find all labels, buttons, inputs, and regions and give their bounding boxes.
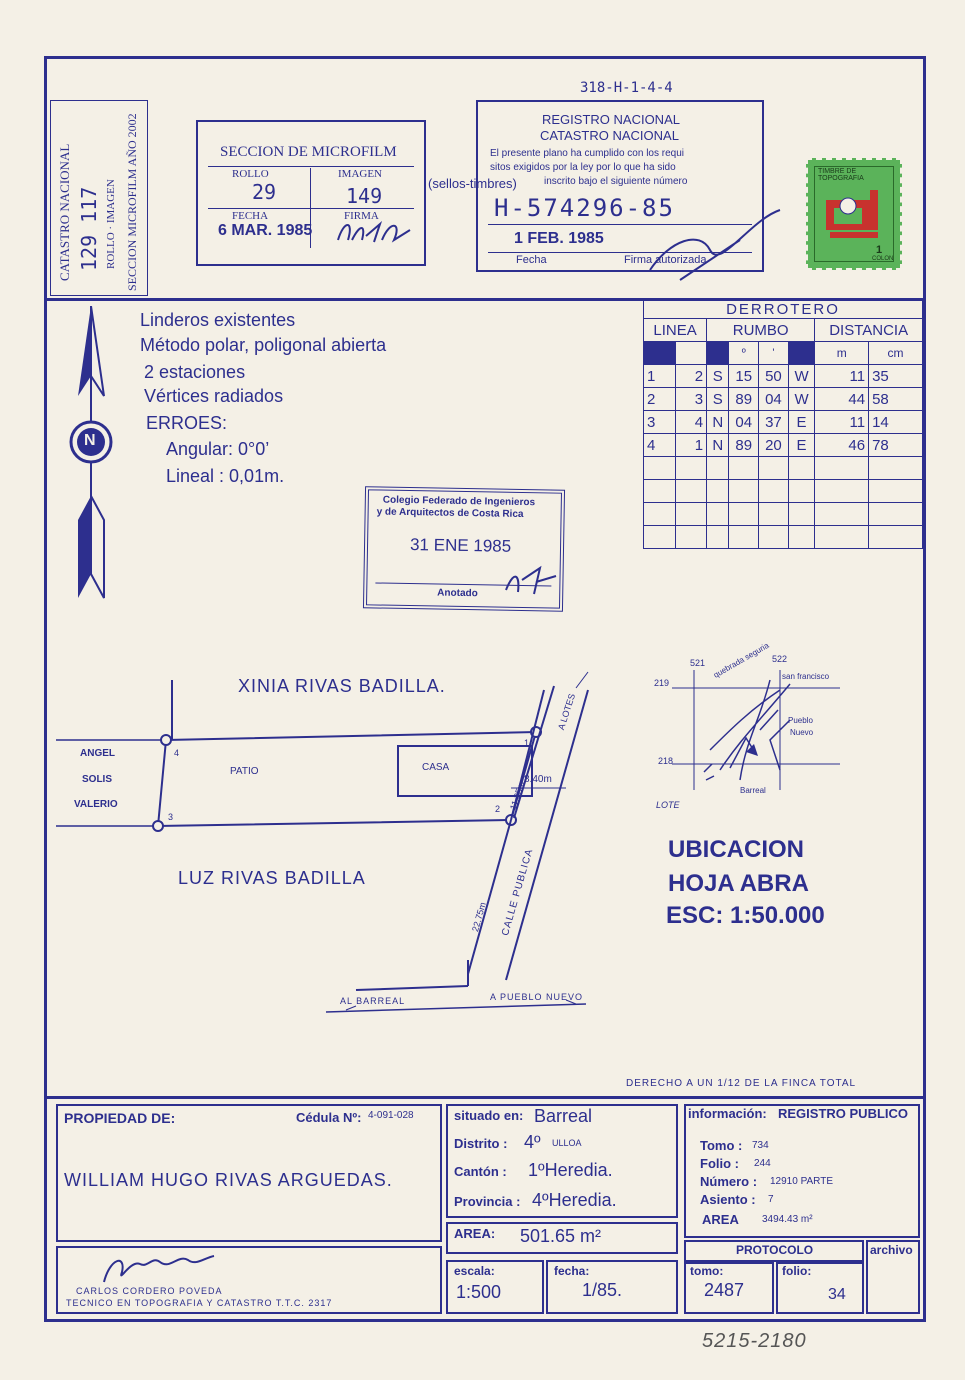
fecha-label: FECHA [232,210,269,222]
timbre-top: TIMBRE DE TOPOGRAFIA [818,168,864,182]
surveyor-signature [100,1250,220,1290]
point-4: 4 [174,748,180,758]
imagen-label: IMAGEN [338,168,382,180]
row-deg: 15 [729,365,759,388]
map-r218: 218 [658,756,674,766]
derrotero-table [643,300,923,549]
row-dir1: S [707,388,729,411]
imagen-value: 149 [346,184,383,208]
row-deg: 89 [729,434,759,457]
situado-label: situado en: [454,1108,524,1123]
footer-divider [44,1096,926,1099]
col-distancia: DISTANCIA [815,319,923,342]
microfilm-hline2 [208,208,414,209]
row-to: 3 [675,388,707,411]
pfolio-label: folio: [782,1264,812,1278]
header-cell [644,342,676,365]
note-errores: ERROES: [146,413,228,433]
derrotero-title: DERROTERO [644,300,923,319]
table-row-empty [644,457,923,480]
colegio-signature [500,560,560,600]
west-owner-1: ANGEL [80,748,115,759]
asiento-label: Asiento : [700,1192,756,1207]
firma-label: FIRMA [344,210,379,222]
derecho-note: DERECHO A UN 1/12 DE LA FINCA TOTAL [626,1078,857,1089]
colegio-line1: Colegio Federado de Ingenieros [382,494,536,509]
point-1: 1 [524,738,530,748]
row-m: 46 [815,434,869,457]
row-from: 4 [644,434,676,457]
row-m: 11 [815,411,869,434]
microfilm-title: SECCION DE MICROFILM [220,144,397,160]
map-c522: 522 [772,654,788,664]
table-row [644,388,923,411]
timbre-value: 1 [876,244,883,256]
point-3: 3 [168,812,174,822]
surveyor-name: CARLOS CORDERO POVEDA [76,1286,223,1296]
area-label: AREA: [454,1226,496,1241]
catastro-line1: CATASTRO NACIONAL [57,143,72,281]
microfilm-signature [330,210,420,250]
cm-header: cm [869,342,923,365]
distrito-label: Distrito : [454,1136,508,1151]
row-from: 3 [644,411,676,434]
row-dir2: W [788,388,815,411]
map-san-francisco: san francisco [782,672,830,681]
distrito-value: 4º [524,1132,541,1152]
registro-text3: inscrito bajo el siguiente número [544,176,688,187]
canton-value: 1ºHeredia. [528,1160,613,1180]
note-angular: Angular: 0°0’ [166,439,270,459]
header-cell [788,342,815,365]
registro-text1: El presente plano ha cumplido con los requi [490,148,685,159]
info-label: información: [688,1106,767,1121]
table-row [644,411,923,434]
min-header: ' [759,342,789,365]
row-to: 2 [675,365,707,388]
map-r219: 219 [654,678,670,688]
m-header: m [815,342,869,365]
timbre-stamp [806,158,902,270]
header-cell [707,342,729,365]
north-owner: XINIA RIVAS BADILLA. [238,676,446,696]
numero-value: 12910 PARTE [770,1176,834,1187]
row-min: 37 [759,411,789,434]
fecha-footer-label: fecha: [554,1264,590,1278]
row-cm: 58 [869,388,923,411]
patio-label: PATIO [230,766,259,777]
owner-name: WILLIAM HUGO RIVAS ARGUEDAS. [64,1170,393,1190]
provincia-label: Provincia : [454,1194,521,1209]
dim-2275: 22.75m [470,901,488,933]
table-row-empty [644,503,923,526]
row-cm: 14 [869,411,923,434]
row-dir2: E [788,434,815,457]
escala-value: 1:500 [456,1282,502,1302]
ubicacion-hoja: HOJA ABRA [668,870,809,897]
info-value: REGISTRO PUBLICO [778,1106,909,1121]
note-estaciones: 2 estaciones [144,362,246,382]
row-m: 44 [815,388,869,411]
colegio-line2: y de Arquitectos de Costa Rica [376,506,524,521]
timbre-unit: COLON [872,256,894,262]
table-row [644,434,923,457]
row-deg: 04 [729,411,759,434]
ptomo-value: 2487 [704,1280,745,1300]
row-to: 4 [675,411,707,434]
row-min: 50 [759,365,789,388]
protocolo-label: PROTOCOLO [736,1243,814,1257]
site-plan [56,660,616,1020]
surveyor-title: TECNICO EN TOPOGRAFIA Y CATASTRO T.T.C. 2317 [66,1298,333,1308]
west-owner-2: SOLIS [82,774,113,785]
catastro-line4: SECCION MICROFILM AÑO 2002 [125,113,139,291]
escala-label: escala: [454,1264,495,1278]
row-dir1: N [707,411,729,434]
row-min: 20 [759,434,789,457]
catastro-line3: ROLLO · IMAGEN [105,179,117,269]
pfolio-value: 34 [828,1286,846,1303]
ubicacion-title: UBICACION [668,836,804,863]
fecha-value: 6 MAR. 1985 [218,222,313,239]
a-pueblo-nuevo: A PUEBLO NUEVO [490,992,584,1002]
folio-value: 244 [754,1158,771,1169]
row-cm: 35 [869,365,923,388]
tomo-value: 734 [752,1140,769,1151]
row-cm: 78 [869,434,923,457]
numero-label: Número : [700,1174,758,1189]
canton-label: Cantón : [454,1164,507,1179]
map-quebrada: quebrada seguria [712,640,771,680]
fecha-footer-value: 1/85. [582,1280,623,1300]
row-dir2: E [788,411,815,434]
table-row [644,365,923,388]
area2-value: 3494.43 m² [762,1214,813,1225]
map-lote: LOTE [656,800,680,810]
provincia-value: 4ºHeredia. [532,1190,617,1210]
registro-fecha-label: Fecha [516,254,547,266]
colegio-anotado: Anotado [437,587,478,600]
registro-number: H-574296-85 [494,194,675,222]
north-label: N [84,432,96,449]
col-linea: LINEA [644,319,707,342]
ptomo-label: tomo: [690,1264,724,1278]
row-dir2: W [788,365,815,388]
calle-publica: CALLE PUBLICA [500,847,536,938]
al-barreal: AL BARREAL [340,996,406,1006]
header-cell [675,342,707,365]
row-dir1: S [707,365,729,388]
area2-label: AREA [702,1212,739,1227]
timbre-emblem-icon [820,186,888,242]
row-min: 04 [759,388,789,411]
rollo-value: 29 [252,180,277,204]
catastro-number: 129 117 [77,186,101,271]
row-from: 1 [644,365,676,388]
row-to: 1 [675,434,707,457]
point-2: 2 [495,804,501,814]
casa-label: CASA [422,762,450,773]
map-nuevo: Nuevo [790,728,814,737]
registro-firma-label: Firma autorizada [624,254,707,266]
map-barreal: Barreal [740,786,766,795]
note-linderos: Linderos existentes [140,310,296,330]
propiedad-label: PROPIEDAD DE: [64,1110,176,1126]
top-reference: 318-H-1-4-4 [580,80,673,96]
note-vertices: Vértices radiados [144,386,284,406]
row-dir1: N [707,434,729,457]
registro-date: 1 FEB. 1985 [514,230,604,247]
microfilm-hline [208,166,414,167]
folio-label: Folio : [700,1156,739,1171]
area-value: 501.65 m² [520,1226,602,1246]
map-pueblo: Pueblo [788,716,813,725]
registro-title2: CATASTRO NACIONAL [540,128,679,143]
cedula-value: 4-091-028 [368,1110,414,1121]
row-deg: 89 [729,388,759,411]
note-lineal: Lineal : 0,01m. [166,466,285,486]
colegio-date: 31 ENE 1985 [409,535,512,556]
registro-signature [640,200,790,300]
registro-text2: sitos exigidos por la ley por lo que ha sido [490,162,676,173]
south-owner: LUZ RIVAS BADILLA [178,868,366,888]
sellos-timbres: (sellos-timbres) [428,176,517,191]
rollo-label: ROLLO [232,168,269,180]
col-rumbo: RUMBO [707,319,815,342]
note-metodo: Método polar, poligonal abierta [140,335,387,355]
a-lotes: A LOTES [556,692,578,732]
cedula-label: Cédula Nº: [296,1110,362,1125]
archivo-label: archivo [870,1243,913,1257]
deg-header: º [729,342,759,365]
row-from: 2 [644,388,676,411]
north-arrow-icon [66,306,116,602]
west-owner-3: VALERIO [74,799,118,810]
registro-title1: REGISTRO NACIONAL [542,112,680,127]
asiento-value: 7 [768,1194,774,1205]
dim-1135: 11.35m [508,780,527,812]
ubicacion-escala: ESC: 1:50.000 [666,902,825,929]
distrito-name: ULLOA [552,1138,582,1148]
table-row-empty [644,480,923,503]
catastro-stamp [50,100,148,296]
tomo-label: Tomo : [700,1138,743,1153]
bottom-reference: 5215-2180 [702,1330,807,1352]
microfilm-stamp [196,120,426,266]
map-c521: 521 [690,658,706,668]
dim-840: 8.40m [524,774,552,785]
situado-value: Barreal [534,1106,593,1126]
table-row-empty [644,526,923,549]
row-m: 11 [815,365,869,388]
